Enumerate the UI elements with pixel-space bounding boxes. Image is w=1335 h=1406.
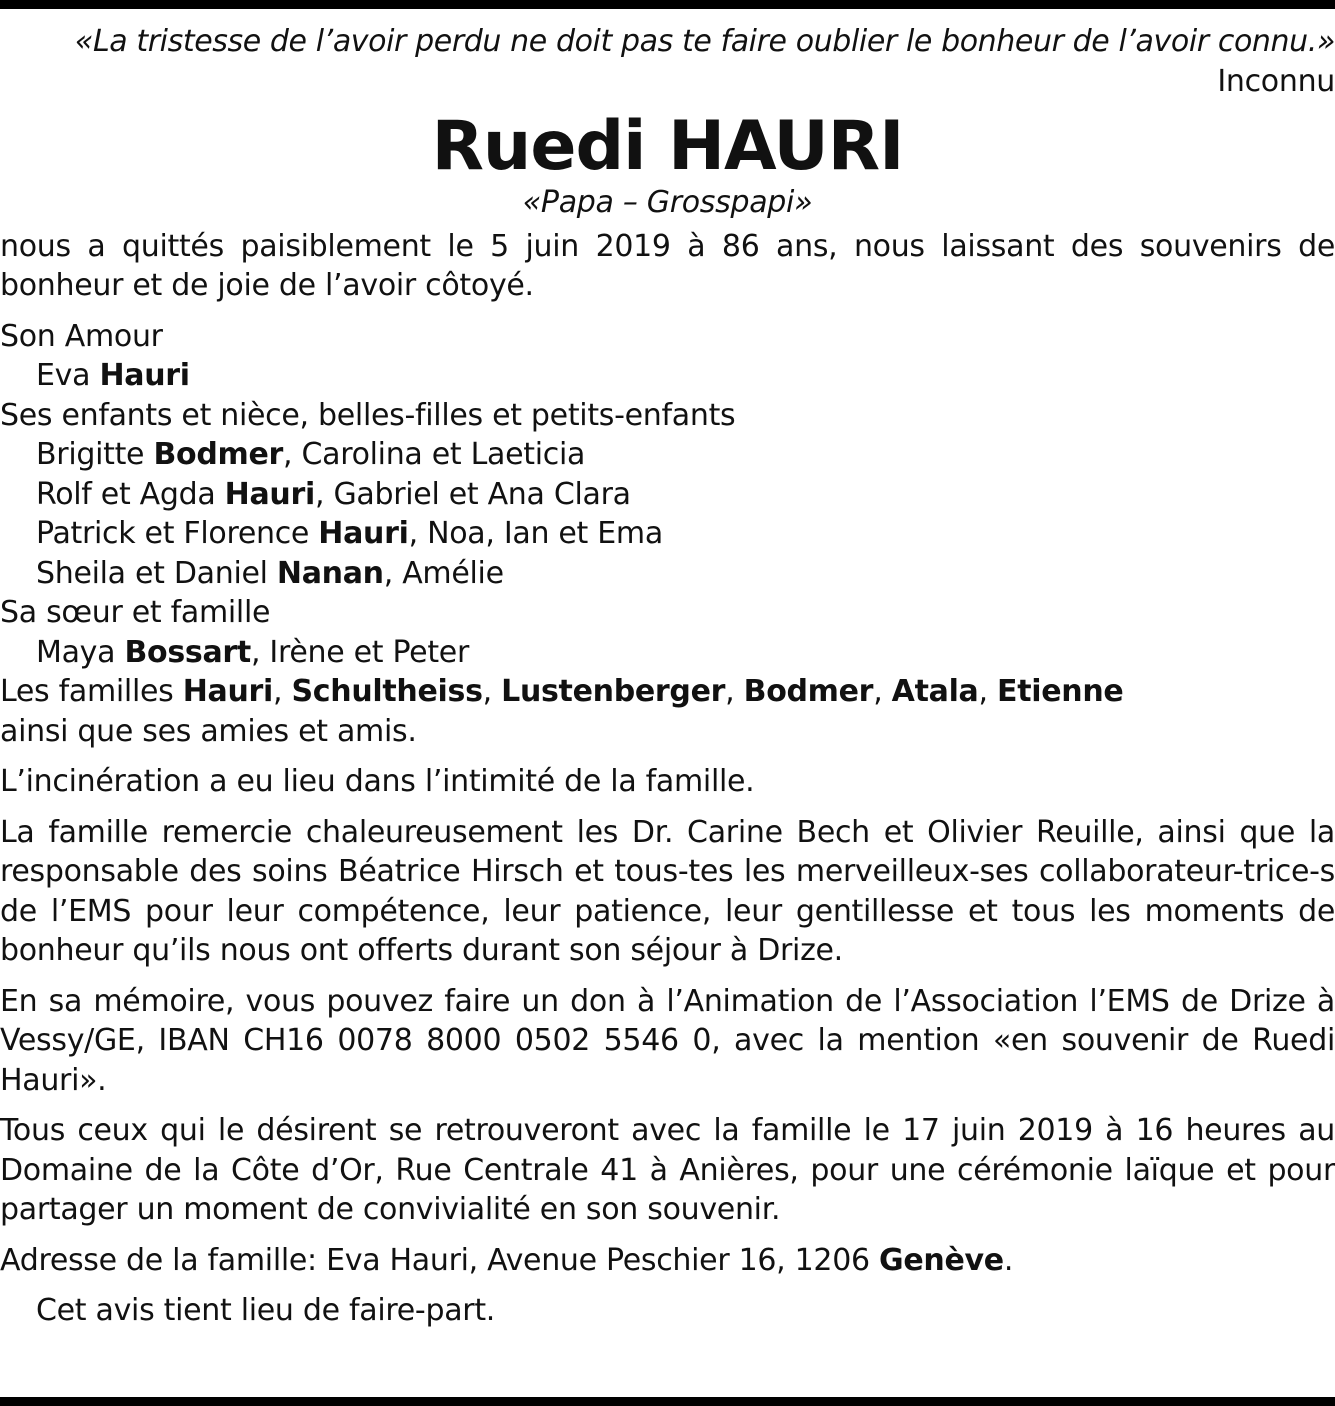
child-last: Hauri bbox=[318, 516, 409, 551]
separator: , bbox=[978, 674, 997, 709]
child-rest: , Noa, Ian et Ema bbox=[408, 516, 663, 551]
child-first: Rolf et Agda bbox=[36, 476, 225, 512]
love-first: Eva bbox=[36, 358, 100, 393]
thanks-paragraph: La famille remercie chaleureusement les Dr. Carine Bech et Olivier Reuille, ainsi que la responsable des soins Béatrice Hirsch et tous-tes les merveilleux-ses collaborateur-trice-s de l’EMS pour leur compétence, leur patience, leur gentillesse et tous les moments de bonheur qu’ils nous ont offerts durant son séjour à Drize. bbox=[0, 814, 1335, 968]
child-entry bbox=[0, 475, 1335, 515]
friends-line: ainsi que ses amies et amis. bbox=[0, 713, 417, 749]
child-rest: , Amélie bbox=[383, 555, 504, 591]
family-surname: Bodmer bbox=[743, 674, 874, 709]
epigraph-quote: «La tristesse de l’avoir perdu ne doit pas te faire oublier le bonheur de l’avoir connu.» bbox=[74, 24, 1335, 59]
donation-paragraph: En sa mémoire, vous pouvez faire un don à l’Animation de l’Association l’EMS de Drize à Vessy/GE, IBAN CH16 0078 8000 0502 5546 0, avec la mention «en souvenir de Ruedi Hauri». bbox=[0, 983, 1335, 1098]
sister-entry bbox=[0, 633, 1335, 673]
family-surname: Hauri bbox=[182, 674, 274, 709]
address-text: Adresse de la famille: Eva Hauri, Avenue Peschier 16, 1206 bbox=[0, 1242, 880, 1278]
epigraph-author: Inconnu bbox=[1217, 63, 1335, 99]
deceased-nickname: «Papa – Grosspapi» bbox=[522, 185, 813, 220]
address-end: . bbox=[1003, 1242, 1014, 1278]
family-surname: Lustenberger bbox=[501, 674, 726, 709]
deceased-name: Ruedi HAURI bbox=[431, 107, 904, 186]
love-entry bbox=[0, 356, 1335, 396]
families-prefix: Les familles bbox=[0, 674, 183, 709]
love-last: Hauri bbox=[99, 358, 190, 393]
child-rest: , Carolina et Laeticia bbox=[283, 437, 586, 472]
obituary-notice bbox=[0, 22, 1335, 1331]
closing-line: Cet avis tient lieu de faire-part. bbox=[36, 1293, 496, 1328]
address-city: Genève bbox=[879, 1242, 1004, 1278]
love-heading: Son Amour bbox=[0, 318, 163, 354]
separator: , bbox=[725, 674, 744, 709]
top-border-rule bbox=[0, 0, 1335, 9]
gathering-paragraph: Tous ceux qui le désirent se retrouveront avec la famille le 17 juin 2019 à 16 heures au Domaine de la Côte d’Or, Rue Centrale 41 à Anières, pour une cérémonie laïque et pour partager un moment de convivialité en son souvenir. bbox=[0, 1113, 1335, 1227]
families-line bbox=[0, 672, 1335, 712]
sister-first: Maya bbox=[36, 634, 125, 670]
address-paragraph bbox=[0, 1241, 1335, 1281]
sister-heading: Sa sœur et famille bbox=[0, 595, 271, 630]
intro-paragraph: nous a quittés paisiblement le 5 juin 2019 à 86 ans, nous laissant des souvenirs de bonheur et de joie de l’avoir côtoyé. bbox=[0, 228, 1335, 303]
separator: , bbox=[482, 674, 502, 709]
child-entry bbox=[0, 514, 1335, 554]
children-heading: Ses enfants et nièce, belles-filles et petits-enfants bbox=[0, 397, 736, 433]
family-surname: Schultheiss bbox=[291, 674, 483, 709]
child-last: Hauri bbox=[224, 476, 315, 512]
child-entry bbox=[0, 554, 1335, 594]
child-rest: , Gabriel et Ana Clara bbox=[314, 476, 631, 512]
child-last: Nanan bbox=[276, 555, 384, 591]
family-surname: Atala bbox=[891, 674, 979, 709]
child-first: Patrick et Florence bbox=[36, 516, 319, 551]
separator: , bbox=[873, 674, 892, 709]
family-list bbox=[0, 317, 1335, 752]
sister-last: Bossart bbox=[124, 634, 251, 670]
child-first: Brigitte bbox=[36, 437, 154, 472]
family-surname: Etienne bbox=[997, 674, 1124, 709]
separator: , bbox=[273, 674, 292, 709]
child-entry bbox=[0, 435, 1335, 475]
child-last: Bodmer bbox=[153, 437, 284, 472]
cremation-paragraph: L’incinération a eu lieu dans l’intimité de la famille. bbox=[0, 764, 755, 799]
sister-rest: , Irène et Peter bbox=[250, 634, 469, 670]
child-first: Sheila et Daniel bbox=[36, 555, 277, 591]
bottom-border-rule bbox=[0, 1397, 1335, 1406]
